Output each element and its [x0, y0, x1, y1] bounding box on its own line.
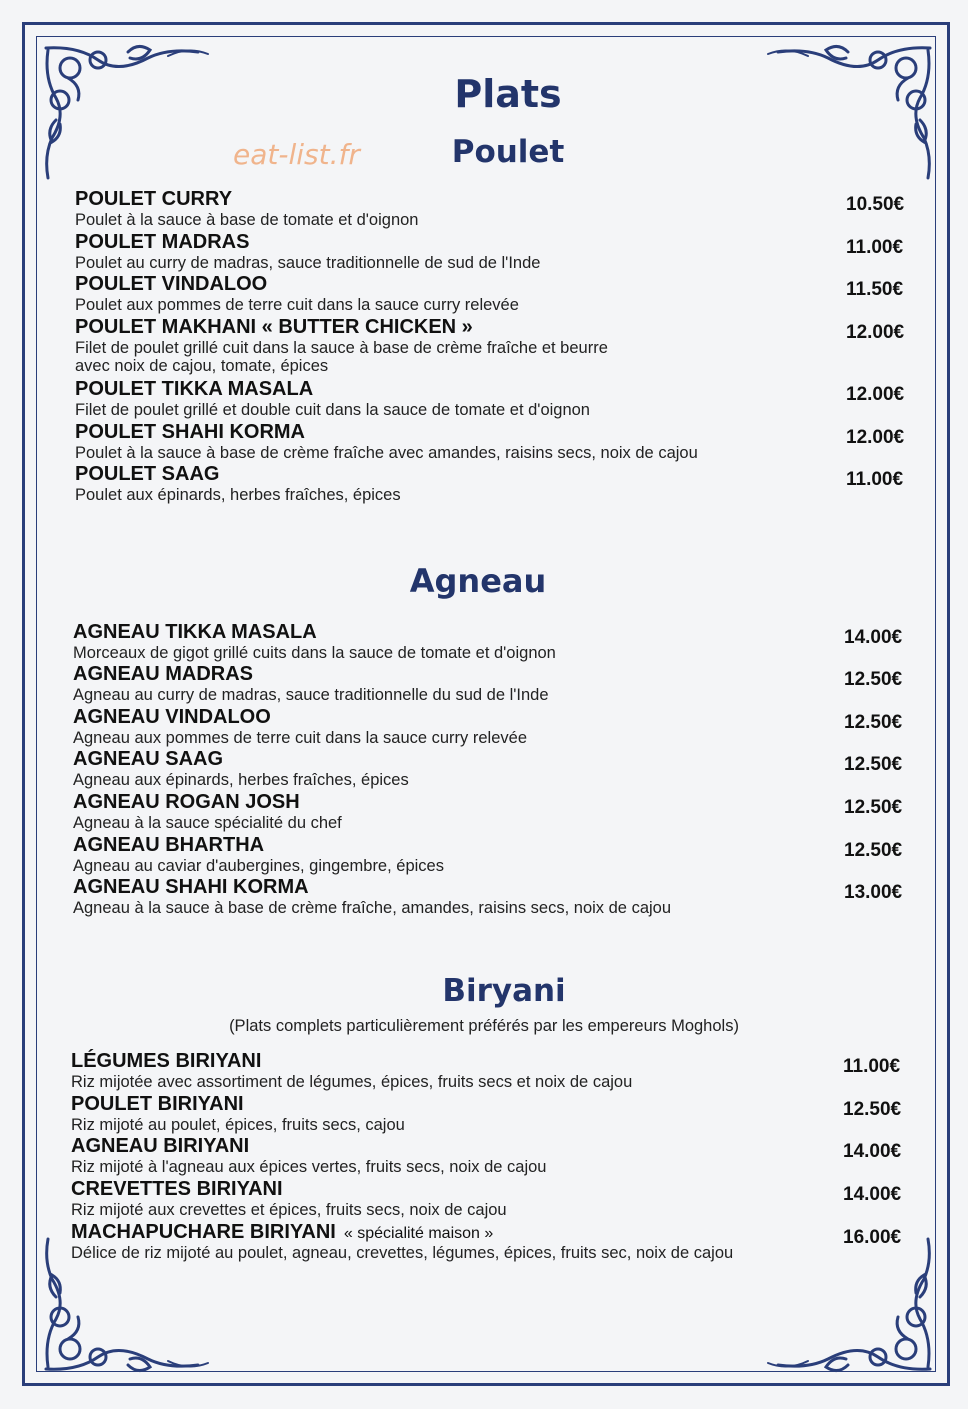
menu-item — [0, 421, 968, 465]
menu-item-description — [73, 899, 671, 917]
menu-item-name-text: AGNEAU SAAG — [73, 748, 224, 770]
menu-item-tag: « spécialité maison » — [343, 1225, 494, 1242]
menu-item-name — [75, 378, 313, 401]
menu-item-description-line: Riz mijoté au poulet, épices, fruits secs, cajou — [71, 1116, 405, 1134]
menu-item-name-text: AGNEAU VINDALOO — [73, 706, 271, 728]
menu-item-price: 12.00€ — [846, 384, 905, 405]
menu-item — [0, 1135, 968, 1179]
menu-item — [0, 273, 968, 317]
menu-item-description — [75, 296, 519, 314]
section-title-biryani: Biryani — [442, 973, 566, 1009]
menu-item-name-text: POULET MADRAS — [75, 231, 250, 253]
menu-item-price: 14.00€ — [843, 1141, 902, 1162]
menu-item-price: 11.00€ — [843, 1056, 901, 1077]
menu-item-description — [73, 644, 556, 662]
menu-item-description — [75, 254, 540, 272]
menu-item-name-text: AGNEAU BHARTHA — [73, 834, 265, 856]
menu-item-description — [75, 444, 698, 462]
menu-item — [0, 663, 968, 707]
menu-item — [0, 834, 968, 878]
section-subtitle-biryani: (Plats complets particulièrement préférés par les empereurs Moghols) — [229, 1017, 739, 1035]
menu-item-description-line: Filet de poulet grillé et double cuit dans la sauce de tomate et d'oignon — [75, 401, 590, 419]
menu-item-price: 12.50€ — [843, 1099, 902, 1120]
menu-item-name-text: AGNEAU ROGAN JOSH — [73, 791, 300, 813]
menu-item — [0, 378, 968, 422]
menu-item-name — [75, 463, 219, 486]
menu-item-price: 11.00€ — [846, 237, 904, 258]
menu-item-price: 16.00€ — [843, 1227, 902, 1248]
menu-item-name — [73, 876, 309, 899]
menu-item-name — [75, 421, 305, 444]
menu-item-name — [71, 1221, 493, 1244]
menu-item-description-line: Agneau à la sauce à base de crème fraîche, amandes, raisins secs, noix de cajou — [73, 899, 672, 917]
menu-item-description-line: Délice de riz mijoté au poulet, agneau, crevettes, légumes, épices, fruits sec, noix de cajou — [71, 1244, 734, 1262]
menu-item-name-text: POULET VINDALOO — [75, 273, 268, 295]
page-title: Plats — [454, 72, 562, 116]
watermark: eat-list.fr — [233, 138, 360, 171]
menu-item-description-line: Agneau à la sauce spécialité du chef — [73, 814, 342, 832]
section-title-poulet: Poulet — [451, 134, 565, 170]
menu-item-price: 11.00€ — [846, 469, 904, 490]
menu-item-name — [71, 1178, 283, 1201]
menu-item — [0, 876, 968, 920]
menu-item-price: 12.50€ — [844, 840, 903, 861]
menu-item-description-line: Agneau au curry de madras, sauce traditionnelle du sud de l'Inde — [73, 686, 549, 704]
menu-item-price: 12.50€ — [844, 797, 903, 818]
menu-item — [0, 188, 968, 232]
menu-item — [0, 621, 968, 665]
menu-item-name-text: CREVETTES BIRIYANI — [71, 1178, 283, 1200]
menu-item-name-text: AGNEAU BIRIYANI — [71, 1135, 250, 1157]
menu-item-name — [75, 188, 232, 211]
menu-item-price: 12.50€ — [844, 754, 903, 775]
menu-item-description-line: Poulet aux épinards, herbes fraîches, épices — [75, 486, 401, 504]
menu-item-description — [71, 1201, 507, 1219]
menu-item — [0, 748, 968, 792]
menu-item — [0, 1050, 968, 1094]
menu-item-name — [75, 316, 473, 339]
menu-item-description-line: Morceaux de gigot grillé cuits dans la sauce de tomate et d'oignon — [73, 644, 556, 662]
menu-item — [0, 1221, 968, 1265]
menu-item-price: 12.50€ — [844, 669, 903, 690]
menu-item-name-text: POULET SHAHI KORMA — [75, 421, 305, 443]
menu-item-name — [73, 834, 264, 857]
menu-item-price: 12.00€ — [846, 322, 905, 343]
menu-item-name-text: LÉGUMES BIRIYANI — [71, 1050, 262, 1072]
menu-item-name — [73, 748, 223, 771]
menu-item-price: 14.00€ — [844, 627, 903, 648]
menu-item — [0, 706, 968, 750]
menu-item-name — [73, 791, 300, 814]
menu-item-description-line: Poulet à la sauce à base de crème fraîche avec amandes, raisins secs, noix de cajou — [75, 444, 698, 462]
menu-item-description-line: Agneau aux épinards, herbes fraîches, épices — [73, 771, 409, 789]
menu-item-name-text: AGNEAU SHAHI KORMA — [73, 876, 309, 898]
menu-item-name — [73, 621, 317, 644]
menu-item-description — [75, 211, 418, 229]
menu-item-description — [71, 1158, 546, 1176]
menu-item-name — [71, 1093, 244, 1116]
menu-item-description — [73, 814, 342, 832]
menu-item-description-line: avec noix de cajou, tomate, épices — [75, 357, 329, 375]
menu-item-description — [73, 857, 444, 875]
menu-item-description — [71, 1116, 405, 1134]
menu-item-description — [73, 729, 527, 747]
menu-item-description — [73, 771, 409, 789]
menu-item-description — [73, 686, 549, 704]
menu-item-description-line: Poulet au curry de madras, sauce traditionnelle de sud de l'Inde — [75, 254, 541, 272]
menu-item-description-line: Riz mijoté aux crevettes et épices, fruits secs, noix de cajou — [71, 1201, 507, 1219]
menu-item-description — [75, 401, 590, 419]
menu-item-description — [71, 1244, 733, 1262]
menu-item-description-line: Poulet à la sauce à base de tomate et d'oignon — [75, 211, 419, 229]
menu-item-description-line: Filet de poulet grillé cuit dans la sauce à base de crème fraîche et beurre — [75, 339, 608, 357]
menu-item-price: 10.50€ — [846, 194, 905, 215]
menu-item-name-text: POULET SAAG — [75, 463, 220, 485]
menu-item-description-line: Poulet aux pommes de terre cuit dans la sauce curry relevée — [75, 296, 519, 314]
menu-item — [0, 1093, 968, 1137]
menu-item-name-text: AGNEAU MADRAS — [73, 663, 253, 685]
menu-item-name — [75, 231, 249, 254]
menu-item-name-text: AGNEAU TIKKA MASALA — [73, 621, 317, 643]
menu-item-description-line: Agneau aux pommes de terre cuit dans la sauce curry relevée — [73, 729, 527, 747]
menu-item-name-text: POULET MAKHANI « BUTTER CHICKEN » — [75, 316, 473, 338]
menu-item-description-line: Agneau au caviar d'aubergines, gingembre, épices — [73, 857, 444, 875]
menu-item — [0, 231, 968, 275]
menu-item-name — [71, 1050, 261, 1073]
menu-item-description — [75, 339, 608, 375]
menu-item-price: 11.50€ — [846, 279, 904, 300]
menu-item-name — [73, 663, 253, 686]
menu-item — [0, 791, 968, 835]
menu-item-name-text: POULET TIKKA MASALA — [75, 378, 314, 400]
menu-item-name — [71, 1135, 249, 1158]
menu-item-name-text: POULET BIRIYANI — [71, 1093, 244, 1115]
menu-item-description — [71, 1073, 632, 1091]
menu-item-price: 13.00€ — [844, 882, 903, 903]
menu-item-description-line: Riz mijotée avec assortiment de légumes, épices, fruits secs et noix de cajou — [71, 1073, 633, 1091]
section-title-agneau: Agneau — [409, 562, 547, 600]
menu-item-name-text: MACHAPUCHARE BIRIYANI — [71, 1221, 336, 1243]
menu-item-description-line: Riz mijoté à l'agneau aux épices vertes, fruits secs, noix de cajou — [71, 1158, 547, 1176]
menu-item-price: 14.00€ — [843, 1184, 902, 1205]
menu-item-name — [75, 273, 267, 296]
menu-item-name-text: POULET CURRY — [75, 188, 233, 210]
menu-item-name — [73, 706, 271, 729]
menu-item-price: 12.00€ — [846, 427, 905, 448]
menu-item — [0, 463, 968, 507]
menu-item-description — [75, 486, 401, 504]
menu-item-price: 12.50€ — [844, 712, 903, 733]
menu-item — [0, 316, 968, 375]
menu-item — [0, 1178, 968, 1222]
